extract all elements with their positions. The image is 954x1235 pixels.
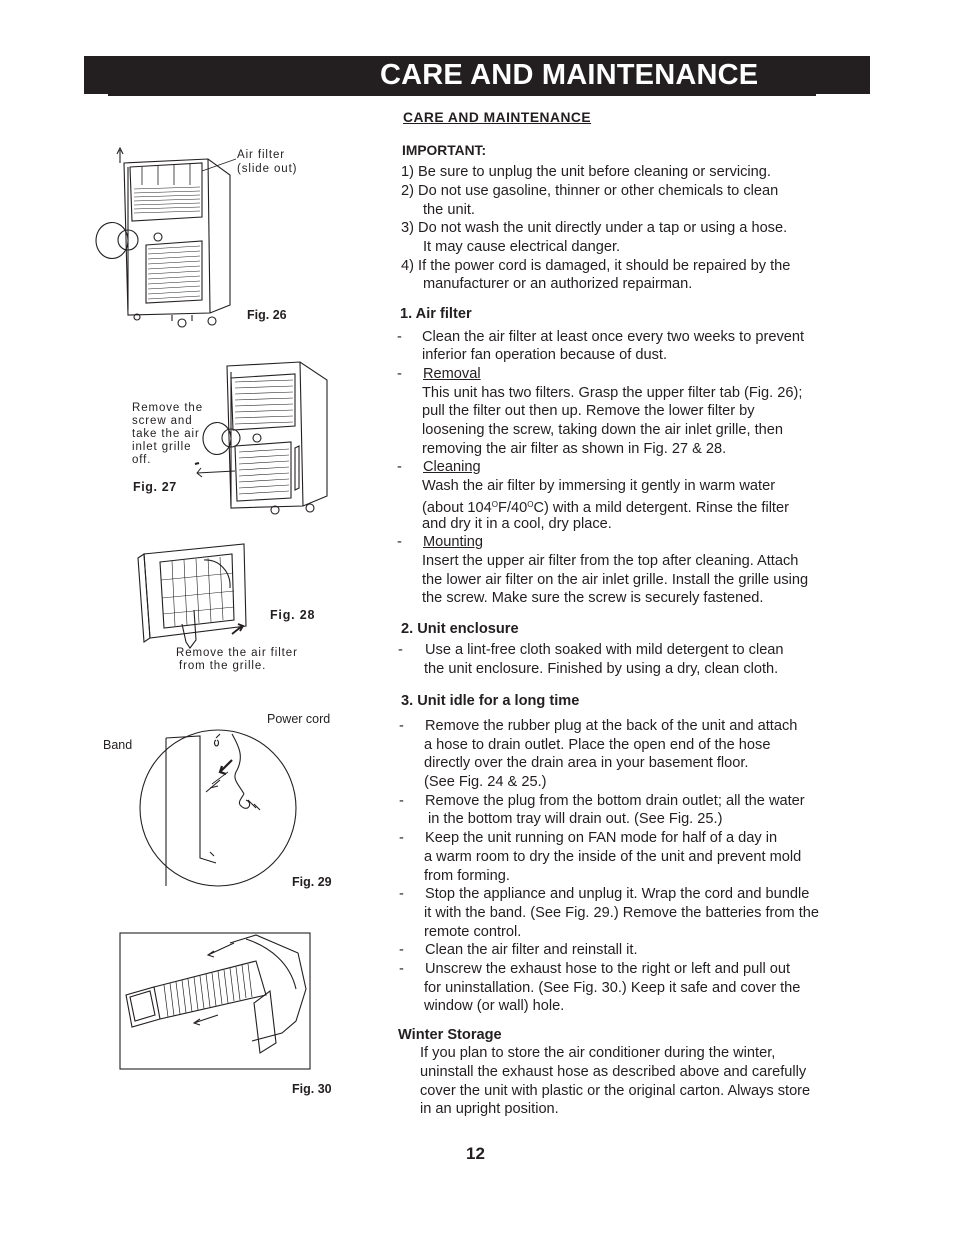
fig29-cord-illustration [136, 728, 301, 888]
air-filter-line: inferior fan operation because of dust. [422, 347, 668, 363]
bullet-dash: - [399, 942, 404, 958]
air-filter-line: Clean the air filter at least once every two weeks to prevent [422, 329, 805, 345]
important-line: manufacturer or an authorized repairman. [423, 276, 693, 292]
idle-line: in the bottom tray will drain out. (See Fig. 25.) [428, 811, 723, 827]
idle-line: Stop the appliance and unplug it. Wrap the cord and bundle [425, 886, 810, 902]
idle-line: directly over the drain area in your basement floor. [424, 755, 749, 771]
idle-line: Keep the unit running on FAN mode for half of a day in [425, 830, 778, 846]
bullet-dash: - [398, 642, 403, 658]
bullet-dash: - [397, 459, 402, 475]
fig29-power-cord-label: Power cord [267, 712, 331, 726]
important-line: the unit. [423, 202, 475, 218]
fig27-caption: screw and [132, 415, 193, 427]
fig27-label: Fig. 27 [133, 480, 177, 494]
bullet-dash: - [397, 366, 402, 382]
section-title: CARE AND MAINTENANCE [403, 110, 592, 125]
fig28-caption: from the grille. [179, 660, 267, 672]
cleaning-line: (about $104^OF/40^OC$) with a mild detergent. Rinse the filter [422, 500, 789, 516]
idle-line: Remove the plug from the bottom drain outlet; all the water [425, 793, 805, 809]
important-line: 2) Do not use gasoline, thinner or other chemicals to clean [401, 183, 779, 199]
idle-line: window (or wall) hole. [424, 998, 565, 1014]
idle-line: it with the band. (See Fig. 29.) Remove the batteries from the [424, 905, 820, 921]
removal-line: pull the filter out then up. Remove the lower filter by [422, 403, 755, 419]
cleaning-line: and dry it in a cool, dry place. [422, 516, 612, 532]
important-line: 4) If the power cord is damaged, it should be repaired by the [401, 258, 791, 274]
fig30-hose-illustration [120, 933, 311, 1070]
enclosure-line: the unit enclosure. Finished by using a dry, clean cloth. [424, 661, 779, 677]
idle-line: remote control. [424, 924, 522, 940]
fig26-caption: Air filter [237, 149, 285, 161]
header-banner [84, 56, 870, 94]
bullet-dash: - [399, 830, 404, 846]
idle-line: Unscrew the exhaust hose to the right or left and pull out [425, 961, 791, 977]
fig27-unit-illustration [195, 358, 335, 523]
fig28-filter-illustration [132, 540, 254, 652]
winter-line: If you plan to store the air conditioner during the winter, [420, 1045, 776, 1061]
winter-line: uninstall the exhaust hose as described above and carefully [420, 1064, 807, 1080]
idle-line: from forming. [424, 868, 510, 884]
fig27-caption: Remove the [132, 402, 204, 414]
idle-line: Clean the air filter and reinstall it. [425, 942, 638, 958]
mounting-line: the lower air filter on the air inlet grille. Install the grille using [422, 572, 809, 588]
fig29-label: Fig. 29 [292, 875, 332, 889]
fig27-caption: take the air [132, 428, 200, 440]
enclosure-line: Use a lint-free cloth soaked with mild detergent to clean [425, 642, 784, 658]
bullet-dash: - [399, 886, 404, 902]
air-filter-heading: 1. Air filter [400, 306, 472, 322]
important-heading: IMPORTANT: [402, 143, 487, 158]
mounting-label: Mounting [423, 534, 484, 550]
important-line: 1) Be sure to unplug the unit before cleaning or servicing. [401, 164, 771, 180]
idle-line: Remove the rubber plug at the back of the unit and attach [425, 718, 798, 734]
removal-line: removing the air filter as shown in Fig. 27 & 28. [422, 441, 727, 457]
winter-line: in an upright position. [420, 1101, 559, 1117]
idle-heading: 3. Unit idle for a long time [401, 693, 580, 709]
mounting-line: Insert the upper air filter from the top after cleaning. Attach [422, 553, 799, 569]
idle-line: for uninstallation. (See Fig. 30.) Keep it safe and cover the [424, 980, 801, 996]
page-number: 12 [466, 1144, 485, 1163]
fig27-caption: off. [132, 454, 152, 466]
removal-line: This unit has two filters. Grasp the upper filter tab (Fig. 26); [422, 385, 803, 401]
header-underline [108, 94, 816, 96]
bullet-dash: - [399, 793, 404, 809]
bullet-dash: - [397, 534, 402, 550]
fig28-caption: Remove the air filter [176, 647, 298, 659]
fig27-caption: inlet grille [132, 441, 192, 453]
important-line: It may cause electrical danger. [423, 239, 621, 255]
bullet-dash: - [399, 961, 404, 977]
page-title: CARE AND MAINTENANCE [380, 59, 759, 91]
bullet-dash: - [397, 329, 402, 345]
important-line: 3) Do not wash the unit directly under a tap or using a hose. [401, 220, 788, 236]
bullet-dash: - [399, 718, 404, 734]
idle-line: (See Fig. 24 & 25.) [424, 774, 547, 790]
cleaning-line: Wash the air filter by immersing it gently in warm water [422, 478, 776, 494]
winter-heading: Winter Storage [398, 1027, 502, 1043]
fig26-unit-illustration [112, 145, 247, 330]
fig28-label: Fig. 28 [270, 608, 316, 622]
fig29-band-label: Band [103, 738, 133, 752]
mounting-line: the screw. Make sure the screw is securely fastened. [422, 590, 764, 606]
fig26-label: Fig. 26 [247, 308, 287, 322]
fig30-label: Fig. 30 [292, 1082, 332, 1096]
enclosure-heading: 2. Unit enclosure [401, 621, 519, 637]
cleaning-label: Cleaning [423, 459, 481, 475]
winter-line: cover the unit with plastic or the original carton. Always store [420, 1083, 811, 1099]
idle-line: a warm room to dry the inside of the unit and prevent mold [424, 849, 802, 865]
removal-label: Removal [423, 366, 481, 382]
removal-line: loosening the screw, taking down the air inlet grille, then [422, 422, 784, 438]
fig26-caption: (slide out) [237, 163, 298, 175]
idle-line: a hose to drain outlet. Place the open end of the hose [424, 737, 771, 753]
